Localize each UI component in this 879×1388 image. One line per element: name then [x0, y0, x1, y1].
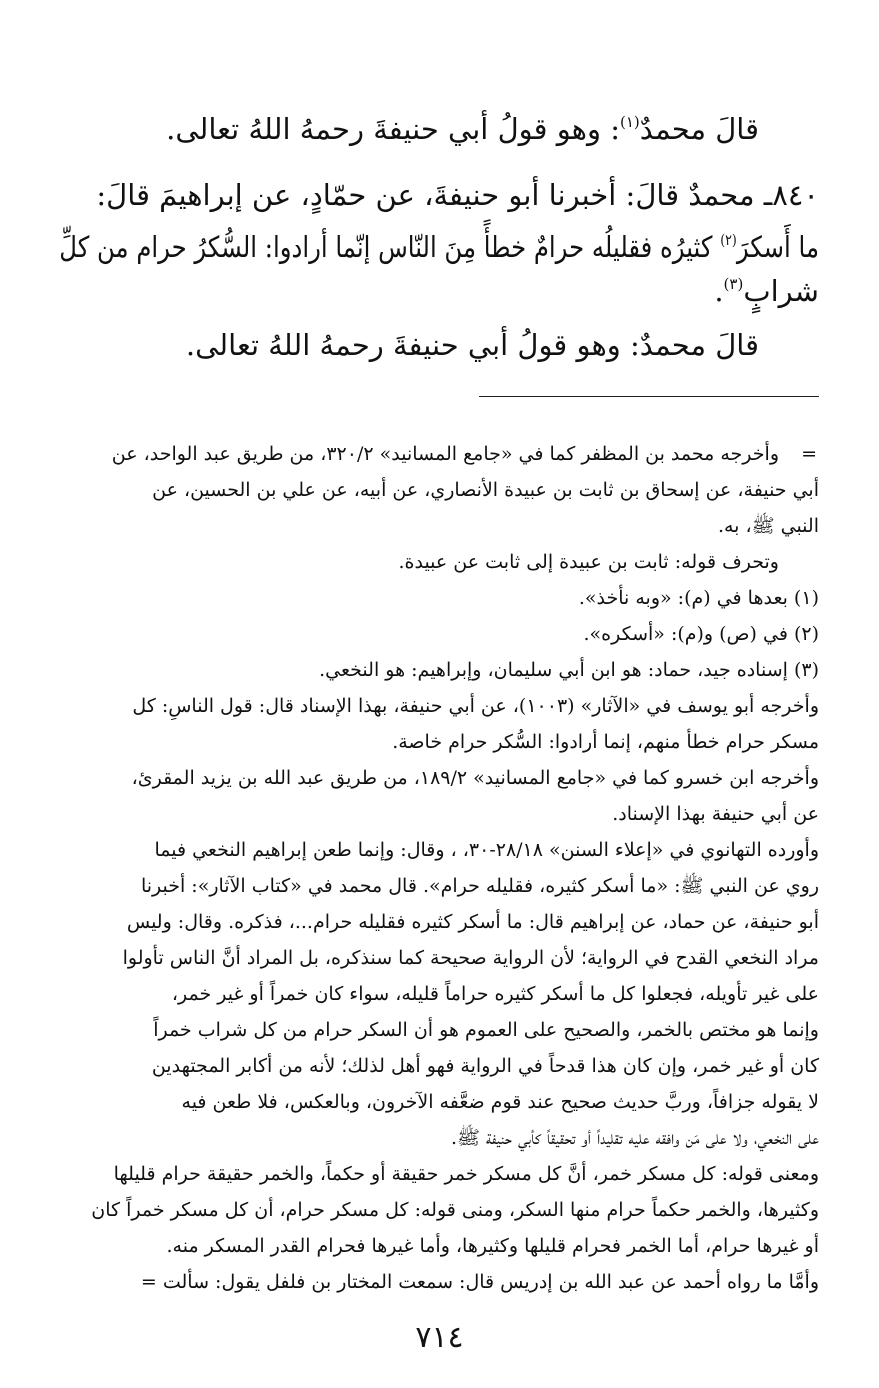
continuation-mark: = [801, 443, 817, 465]
footnote-line: ومعنى قوله: كل مسكر خمر، أنَّ كل مسكر خمر حقيقة أو حكماً، والخمر حقيقة حرام قليلها [113, 1163, 819, 1185]
footnote-line: أو غيرها حرام، أما الخمر فحرام قليلها وكثيرها، وأما غيرها فحرام القدر المسكر منه. [166, 1235, 819, 1257]
footnote-line: (١) بعدها في (م): «وبه نأخذ». [578, 587, 819, 609]
footnote-line: روي عن النبي ﷺ: «ما أسكر كثيره، فقليله حرام». قال محمد في «كتاب الآثار»: أخبرنا [140, 875, 819, 897]
footnote-line: وكثيرها، والخمر حكماً حرام منها السكر، ومنى قوله: كل مسكر حرام، أن كل مسكر خمراً كان [91, 1199, 819, 1221]
footnote-line: وأخرجه محمد بن المظفر كما في «جامع المسانيد» ٣٢٠/٢، من طريق عبد الواحد، عن [111, 443, 779, 465]
footnote-line: مسكر حرام خطأ منهم، إنما أرادوا: السُّكر حرام خاصة. [392, 731, 819, 753]
main-text-segment: كثيرُه فقليلُه حرامٌ خطأً مِنَ النّاس إنّما أرادوا: السُّكرُ حرام من كلِّ [59, 230, 721, 264]
footnote-separator [479, 396, 819, 397]
footnote-reference: (١) [619, 113, 640, 131]
main-text-segment: : وهو قولُ أبي حنيفةَ رحمهُ اللهُ تعالى. [166, 112, 620, 146]
footnote-line: وأخرجه ابن خسرو كما في «جامع المسانيد» ١٨٩/٢، من طريق عبد الله بن يزيد المقرئ، [131, 767, 819, 789]
main-text-segment: . [714, 274, 724, 308]
footnote-line: وإنما هو مختص بالخمر، والصحيح على العموم هو أن السكر حرام من كل شراب خمراً [153, 1019, 819, 1041]
footnote-line: وأمَّا ما رواه أحمد عن عبد الله بن إدريس قال: سمعت المختار بن فلفل يقول: سألت = [140, 1271, 819, 1293]
main-text-line: قالَ محمدٌ: وهو قولُ أبي حنيفةَ رحمهُ اللهُ تعالى. [185, 328, 759, 362]
footnote-line: النبي ﷺ، به. [717, 515, 819, 537]
main-text-line: ٨٤٠ـ محمدٌ قالَ: أخبرنا أبو حنيفةَ، عن حمّادٍ، عن إبراهيمَ قالَ: [96, 178, 819, 212]
main-text-segment: شرابٍ [743, 274, 819, 308]
footnote-reference: (٣) [723, 275, 744, 293]
footnote-line: لا يقوله جزافاً، وربَّ حديث صحيح عند قوم ضعَّفه الآخرون، وبالعكس، فلا طعن فيه [181, 1091, 819, 1113]
footnote-line: (٣) إسناده جيد، حماد: هو ابن أبي سليمان، وإبراهيم: هو النخعي. [319, 659, 819, 681]
footnote-line: أبو حنيفة، عن حماد، عن إبراهيم قال: ما أسكر كثيره فقليله حرام...، فذكره. وقال: وليس [126, 911, 819, 933]
footnote-line: على غير تأويله، فجعلوا كل ما أسكر كثيره حراماً قليله، سواء كان خمراً أو غير خمر، [171, 983, 819, 1005]
footnote-line: (٢) في (ص) و(م): «أسكره». [583, 623, 819, 645]
main-text-segment: ما أَسكرَ [736, 230, 819, 264]
footnote-line: كان أو غير خمر، وإن كان هذا قدحاً في الرواية فهو أهل لذلك؛ لأنه من أكابر المجتهدين [151, 1055, 819, 1077]
footnote-reference: (٢) [720, 231, 737, 249]
footnote-line: مراد النخعي القدح في الرواية؛ لأن الرواية صحيحة كما سنذكره، بل المراد أنَّ الناس تأولوا [122, 947, 819, 969]
footnote-line: وتحرف قوله: ثابت بن عبيدة إلى ثابت عن عبيدة. [398, 551, 779, 573]
footnote-line: أبي حنيفة، عن إسحاق بن ثابت بن عبيدة الأنصاري، عن أبيه، عن علي بن الحسين، عن [152, 479, 819, 501]
main-text-segment: قالَ محمدٌ [639, 112, 759, 146]
page-number: ٧١٤ [415, 1320, 464, 1355]
footnote-line: على النخعي، ولا على مَن وافقه عليه تقليداً أو تحقيقاً كأبي حنيفة ﷺ. [450, 1127, 819, 1149]
main-text-line [0, 104, 759, 159]
main-text-line [59, 266, 819, 321]
footnote-line: وأخرجه أبو يوسف في «الآثار» (١٠٠٣)، عن أبي حنيفة، بهذا الإسناد قال: قول الناسِ: كل [132, 695, 819, 717]
footnote-line: وأورده التهانوي في «إعلاء السنن» ٢٨/١٨-٣٠، ، وقال: وإنما طعن إبراهيم النخعي فيما [154, 839, 819, 861]
footnote-line: عن أبي حنيفة بهذا الإسناد. [612, 803, 819, 825]
